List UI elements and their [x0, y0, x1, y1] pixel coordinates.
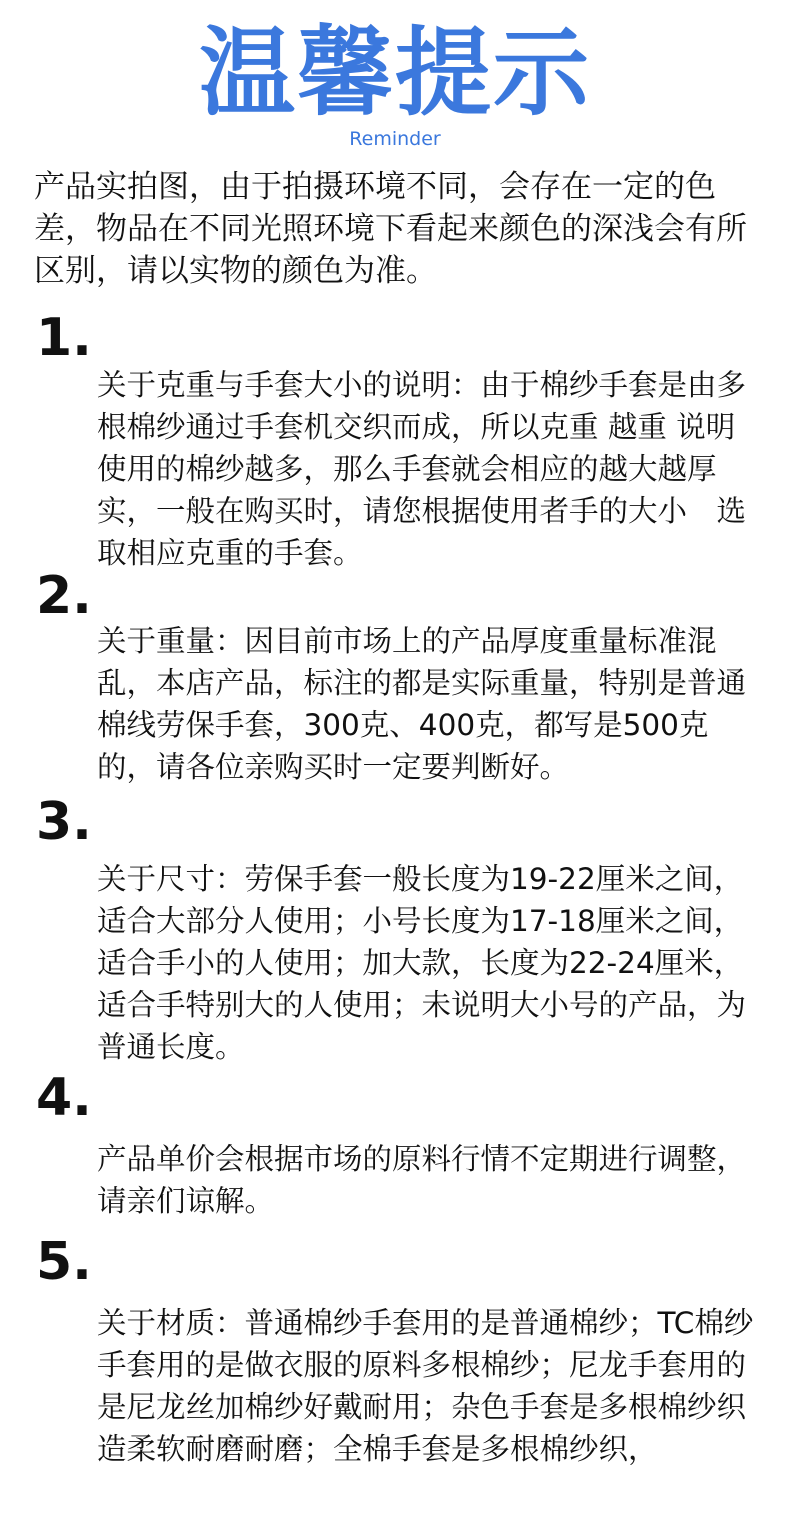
page-title: 温馨提示 [199, 17, 591, 129]
intro-paragraph: 产品实拍图，由于拍摄环境不同，会存在一定的色差，物品在不同光照环境下看起来颜色的深浅会有所区别，请以实物的颜色为准。 [34, 169, 747, 289]
page-subtitle: Reminder [349, 128, 441, 150]
section-number: 3. [36, 792, 92, 852]
section-number: 1. [36, 308, 92, 368]
section-text: 产品单价会根据市场的原料行情不定期进行调整，请亲们谅解。 [97, 1142, 747, 1218]
section-number: 5. [36, 1232, 92, 1292]
section-text: 关于克重与手套大小的说明：由于棉纱手套是由多根棉纱通过手套机交织而成，所以克重 越重 说明 使用的棉纱越多，那么手套就会相应的越大越厚实，一般在购买时，请您根据使用者手的大小 选取相应克重的手套。 [97, 368, 747, 570]
section-number: 4. [36, 1068, 92, 1128]
section-text: 关于重量：因目前市场上的产品厚度重量标准混乱，本店产品，标注的都是实际重量，特别是普通棉线劳保手套，300克、400克，都写是500克的，请各位亲购买时一定要判断好。 [97, 624, 747, 784]
section-text: 关于材质：普通棉纱手套用的是普通棉纱；TC棉纱手套用的是做衣服的原料多根棉纱；尼龙手套用的是尼龙丝加棉纱好戴耐用；杂色手套是多根棉纱织造柔软耐磨耐磨；全棉手套是多根棉纱织， [97, 1306, 754, 1466]
header [0, 18, 790, 150]
section-text: 关于尺寸：劳保手套一般长度为19-22厘米之间，适合大部分人使用；小号长度为17-18厘米之间，适合手小的人使用；加大款，长度为22-24厘米，适合手特别大的人使用；未说明大小号的产品，为普通长度。 [97, 862, 747, 1064]
section-number: 2. [36, 566, 92, 626]
